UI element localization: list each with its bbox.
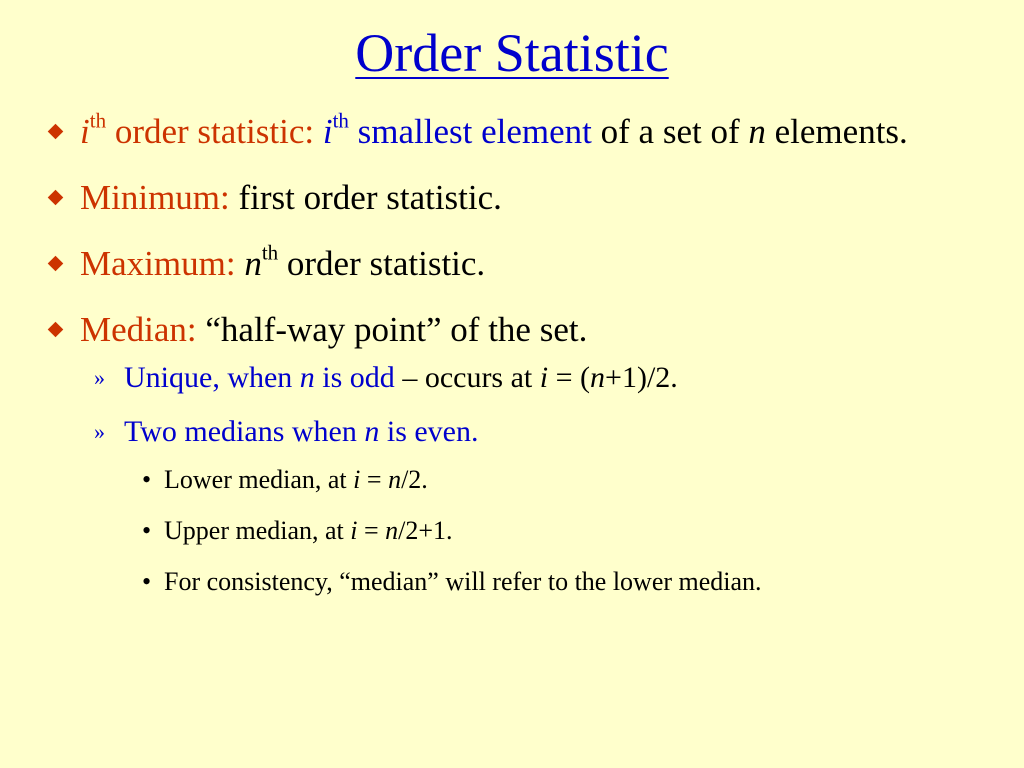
- var-n: n: [364, 415, 380, 448]
- sub-bullet-unique: [46, 358, 1006, 398]
- raquo-bullet-icon: »: [94, 419, 105, 444]
- var-n: n: [748, 112, 766, 151]
- bullet-minimum: [46, 174, 1006, 222]
- term-smallest-element: smallest element: [348, 112, 592, 151]
- var-i: i: [322, 112, 333, 151]
- term-median: Median:: [80, 310, 197, 349]
- diamond-bullet-icon: [48, 190, 64, 206]
- superscript-th: th: [89, 108, 107, 133]
- term-maximum: Maximum:: [80, 244, 236, 283]
- dot-bullet-icon: •: [142, 465, 152, 494]
- superscript-th: th: [261, 240, 279, 265]
- bullet-ith-order-statistic: [46, 108, 1006, 156]
- var-n: n: [244, 244, 262, 283]
- dot-bullet-icon: •: [142, 567, 152, 596]
- text: Lower median, at: [164, 465, 354, 494]
- dot-bullet-icon: •: [142, 516, 152, 545]
- var-n: n: [299, 361, 315, 394]
- diamond-bullet-icon: [48, 322, 64, 338]
- subsub-bullet-lower-median: [46, 462, 1006, 498]
- bullet-maximum: [46, 240, 1006, 288]
- text: of a set of: [591, 112, 749, 151]
- superscript-th: th: [332, 108, 349, 133]
- text: =: [357, 516, 386, 545]
- subsub-bullet-consistency: [46, 564, 1006, 600]
- text: “half-way point” of the set.: [196, 310, 588, 349]
- text: For consistency, “median” will refer to the lower median.: [164, 567, 762, 596]
- text: = (: [548, 361, 591, 394]
- text: /2+1.: [398, 516, 453, 545]
- text: /2.: [401, 465, 428, 494]
- text: +1)/2.: [605, 361, 678, 394]
- diamond-bullet-icon: [48, 256, 64, 272]
- bullet-median: [46, 306, 1006, 354]
- text: order statistic.: [278, 244, 486, 283]
- slide-content: [46, 108, 1006, 615]
- diamond-bullet-icon: [48, 124, 64, 140]
- var-n: n: [385, 516, 399, 545]
- var-i: i: [539, 361, 549, 394]
- slide-title: Order Statistic: [355, 23, 669, 83]
- var-n: n: [590, 361, 606, 394]
- var-i: i: [350, 516, 358, 545]
- text: – occurs at: [394, 361, 540, 394]
- text: Upper median, at: [164, 516, 351, 545]
- text: elements.: [765, 112, 908, 151]
- text: is odd: [314, 361, 395, 394]
- sub-bullet-two-medians: [46, 412, 1006, 452]
- text: is even.: [379, 415, 479, 448]
- var-i: i: [353, 465, 361, 494]
- subsub-bullet-upper-median: [46, 513, 1006, 549]
- text: first order statistic.: [229, 178, 502, 217]
- var-n: n: [388, 465, 402, 494]
- term-minimum: Minimum:: [80, 178, 230, 217]
- term-order-statistic: order statistic:: [106, 112, 323, 151]
- raquo-bullet-icon: »: [94, 365, 105, 390]
- text: Unique, when: [124, 361, 300, 394]
- var-i: i: [80, 112, 90, 151]
- text: =: [360, 465, 389, 494]
- text: Two medians when: [124, 415, 365, 448]
